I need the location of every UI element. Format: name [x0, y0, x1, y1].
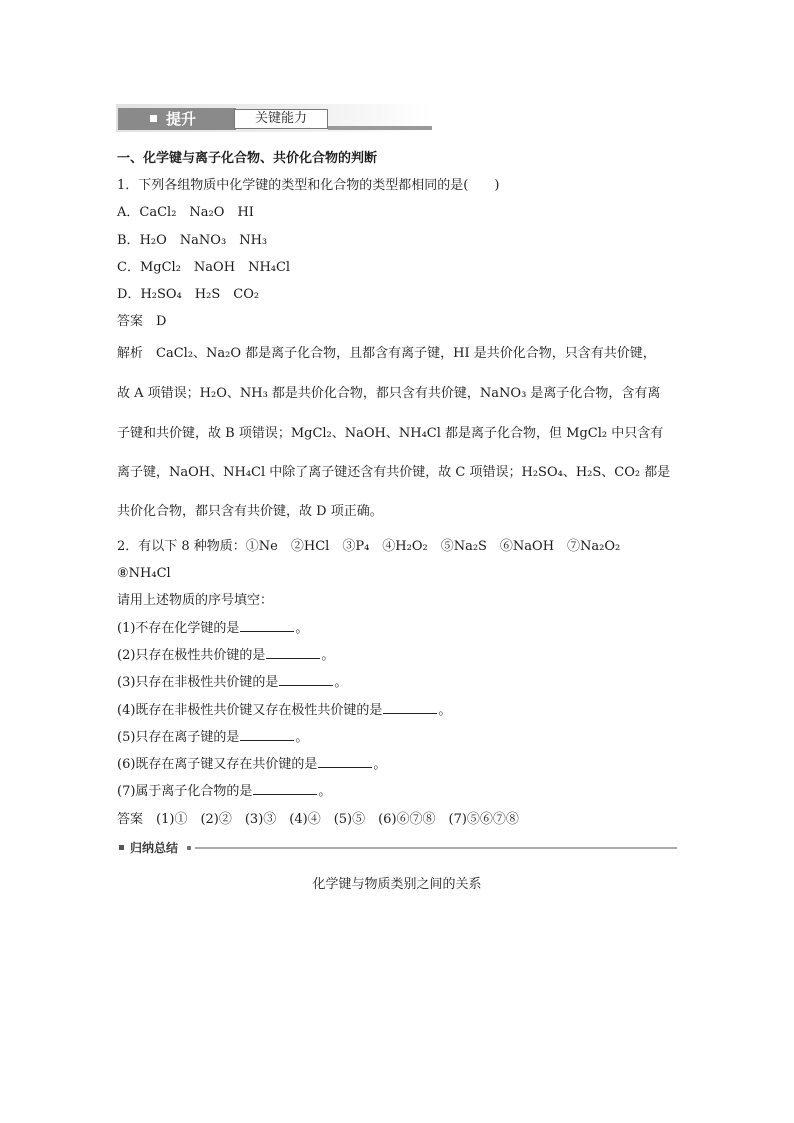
summary-label: 归纳总结 [130, 841, 179, 855]
option-item: HI [237, 205, 254, 220]
item-text: (4)既存在非极性共价键又存在极性共价键的是 [117, 703, 383, 718]
answer-blank [253, 783, 317, 795]
q2-item [117, 620, 308, 638]
q1-option-c [117, 259, 290, 277]
q1-analysis-line-5: 共价化合物，都只含有共价键，故 D 项正确。 [117, 504, 383, 519]
item-text: (5)只存在离子键的是 [117, 730, 240, 745]
divider [195, 847, 677, 849]
q2-item [117, 756, 386, 774]
answer-blank [240, 620, 294, 632]
option-item: CaCl₂ [139, 205, 177, 220]
banner-title: 提升 [166, 110, 197, 128]
q2-item [117, 647, 334, 665]
option-item: MgCl₂ [139, 260, 181, 275]
item-end: 。 [295, 730, 309, 745]
q1-option-a [117, 204, 254, 222]
item-text: (6)既存在离子键又存在共价键的是 [117, 757, 318, 772]
answer-label: 答案 [117, 314, 144, 329]
q1-analysis-line-4: 离子键，NaOH、NH₄Cl 中除了离子键还含有共价键，故 C 项错误；H₂SO₄、H₂S、CO₂ 都是 [117, 465, 671, 480]
q2-stem: 2．有以下 8 种物质：①Ne ②HCl ③P₄ ④H₂O₂ ⑤Na₂S ⑥NaOH ⑦Na₂O₂ [117, 539, 621, 554]
q2-item [117, 729, 308, 747]
item-text: (3)只存在非极性共价键的是 [117, 675, 279, 690]
option-item: NH₃ [239, 233, 268, 248]
option-item: NaOH [193, 260, 236, 275]
answer-blank [279, 674, 333, 686]
item-end: 。 [438, 703, 452, 718]
item-end: 。 [318, 784, 332, 799]
q1-analysis-line-1 [117, 345, 656, 363]
section-banner [116, 104, 432, 132]
q1-analysis-line-2: 故 A 项错误；H₂O、NH₃ 都是共价化合物，都只含有共价键，NaNO₃ 是离子化合物，含有离 [117, 386, 661, 401]
item-end: 。 [334, 675, 348, 690]
q1-option-d [117, 286, 259, 304]
item-end: 。 [295, 621, 309, 636]
q2-answer [117, 811, 519, 829]
answer-blank [266, 647, 320, 659]
option-item: H₂SO₄ [140, 287, 182, 302]
banner-subtitle: 关键能力 [234, 109, 328, 129]
item-text: (1)不存在化学键的是 [117, 621, 240, 636]
item-end: 。 [373, 757, 387, 772]
answer-value: D [156, 314, 167, 329]
q2-stem-cont: ⑧NH₄Cl [117, 566, 171, 581]
q1-stem: 1．下列各组物质中化学键的类型和化合物的类型都相同的是( ) [117, 178, 500, 193]
option-label: B． [117, 233, 140, 248]
item-text: (7)属于离子化合物的是 [117, 784, 253, 799]
q2-item [117, 783, 331, 801]
option-item: NaNO₃ [179, 233, 227, 248]
option-item: Na₂O [189, 205, 225, 220]
square-bullet-icon [119, 845, 124, 850]
option-label: A． [117, 205, 140, 220]
item-end: 。 [321, 648, 335, 663]
square-bullet-icon [150, 115, 157, 122]
option-label: C． [117, 260, 140, 275]
option-label: D． [117, 287, 141, 302]
q2-instruction: 请用上述物质的序号填空： [117, 593, 274, 608]
section-title: 一、化学键与离子化合物、共价化合物的判断 [117, 151, 378, 166]
answer-blank [318, 756, 372, 768]
q2-item [117, 674, 347, 692]
q2-item [117, 702, 451, 720]
analysis-text: CaCl₂、Na₂O 都是离子化合物，且都含有离子键，HI 是共价化合物，只含有共价键， [156, 346, 656, 361]
answer-label: 答案 [117, 812, 144, 827]
answer-blank [383, 702, 437, 714]
analysis-label: 解析 [117, 346, 144, 361]
answer-blank [240, 729, 294, 741]
answer-value: (1)① (2)② (3)③ (4)④ (5)⑤ (6)⑥⑦⑧ (7)⑤⑥⑦⑧ [156, 812, 519, 827]
item-text: (2)只存在极性共价键的是 [117, 648, 266, 663]
banner-underline [328, 126, 432, 130]
option-item: CO₂ [233, 287, 260, 302]
q1-analysis-line-3: 子键和共价键，故 B 项错误；MgCl₂、NaOH、NH₄Cl 都是离子化合物，但 MgCl₂ 中只含有 [117, 426, 664, 441]
summary-header [117, 840, 677, 856]
option-item: H₂S [194, 287, 221, 302]
option-item: NH₄Cl [248, 260, 291, 275]
q1-answer [117, 313, 166, 331]
option-item: H₂O [139, 233, 167, 248]
q1-option-b [117, 232, 267, 250]
square-bullet-icon [187, 846, 191, 850]
summary-title: 化学键与物质类别之间的关系 [312, 877, 482, 892]
